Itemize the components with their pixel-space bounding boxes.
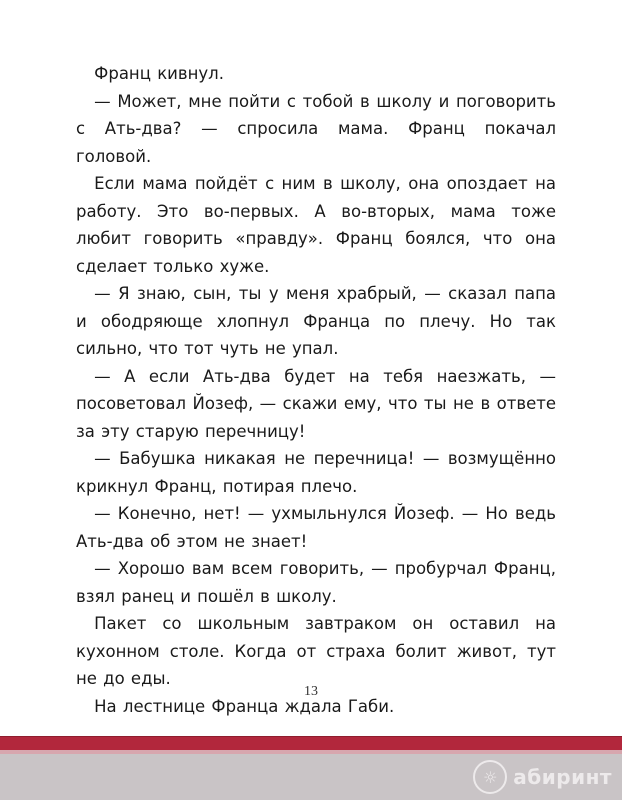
page-text	[76, 60, 556, 720]
paragraph: — Бабушка никакая не перечница! — возмущённо крикнул Франц, потирая плечо.	[76, 449, 556, 496]
labirint-logo-icon: ☼	[473, 760, 507, 794]
paragraph: Франц кивнул.	[94, 64, 224, 83]
paragraph: — Я знаю, сын, ты у меня храбрый, — сказал папа и ободряюще хлопнул Франца по плечу. Но так сильно, что тот чуть не упал.	[76, 284, 556, 358]
paragraph: Если мама пойдёт с ним в школу, она опоздает на работу. Это во-первых. А во-вторых, мама тоже любит говорить «правду». Франц боялся, что она сделает только хуже.	[76, 174, 556, 276]
paragraph: — Может, мне пойти с тобой в школу и поговорить с Ать-два? — спросила мама. Франц покачал головой.	[76, 91, 556, 166]
watermark	[473, 760, 612, 794]
stripe-shadow	[0, 750, 622, 754]
watermark-text: абиринт	[513, 765, 612, 789]
page-number: 13	[304, 684, 318, 699]
paragraph: На лестнице Франца ждала Габи.	[94, 696, 395, 716]
paragraph: Пакет со школьным завтраком он оставил на кухонном столе. Когда от страха болит живот, тут не до еды.	[76, 614, 556, 688]
paragraph: — Конечно, нет! — ухмыльнулся Йозеф. — Но ведь Ать-два об этом не знает!	[76, 504, 556, 551]
paragraph: — Хорошо вам всем говорить, — пробурчал Франц, взял ранец и пошёл в школу.	[76, 559, 556, 606]
red-stripe	[0, 736, 622, 751]
paragraph: — А если Ать-два будет на тебя наезжать, — посоветовал Йозеф, — скажи ему, что ты не в ответе за эту старую перечницу!	[76, 366, 556, 441]
